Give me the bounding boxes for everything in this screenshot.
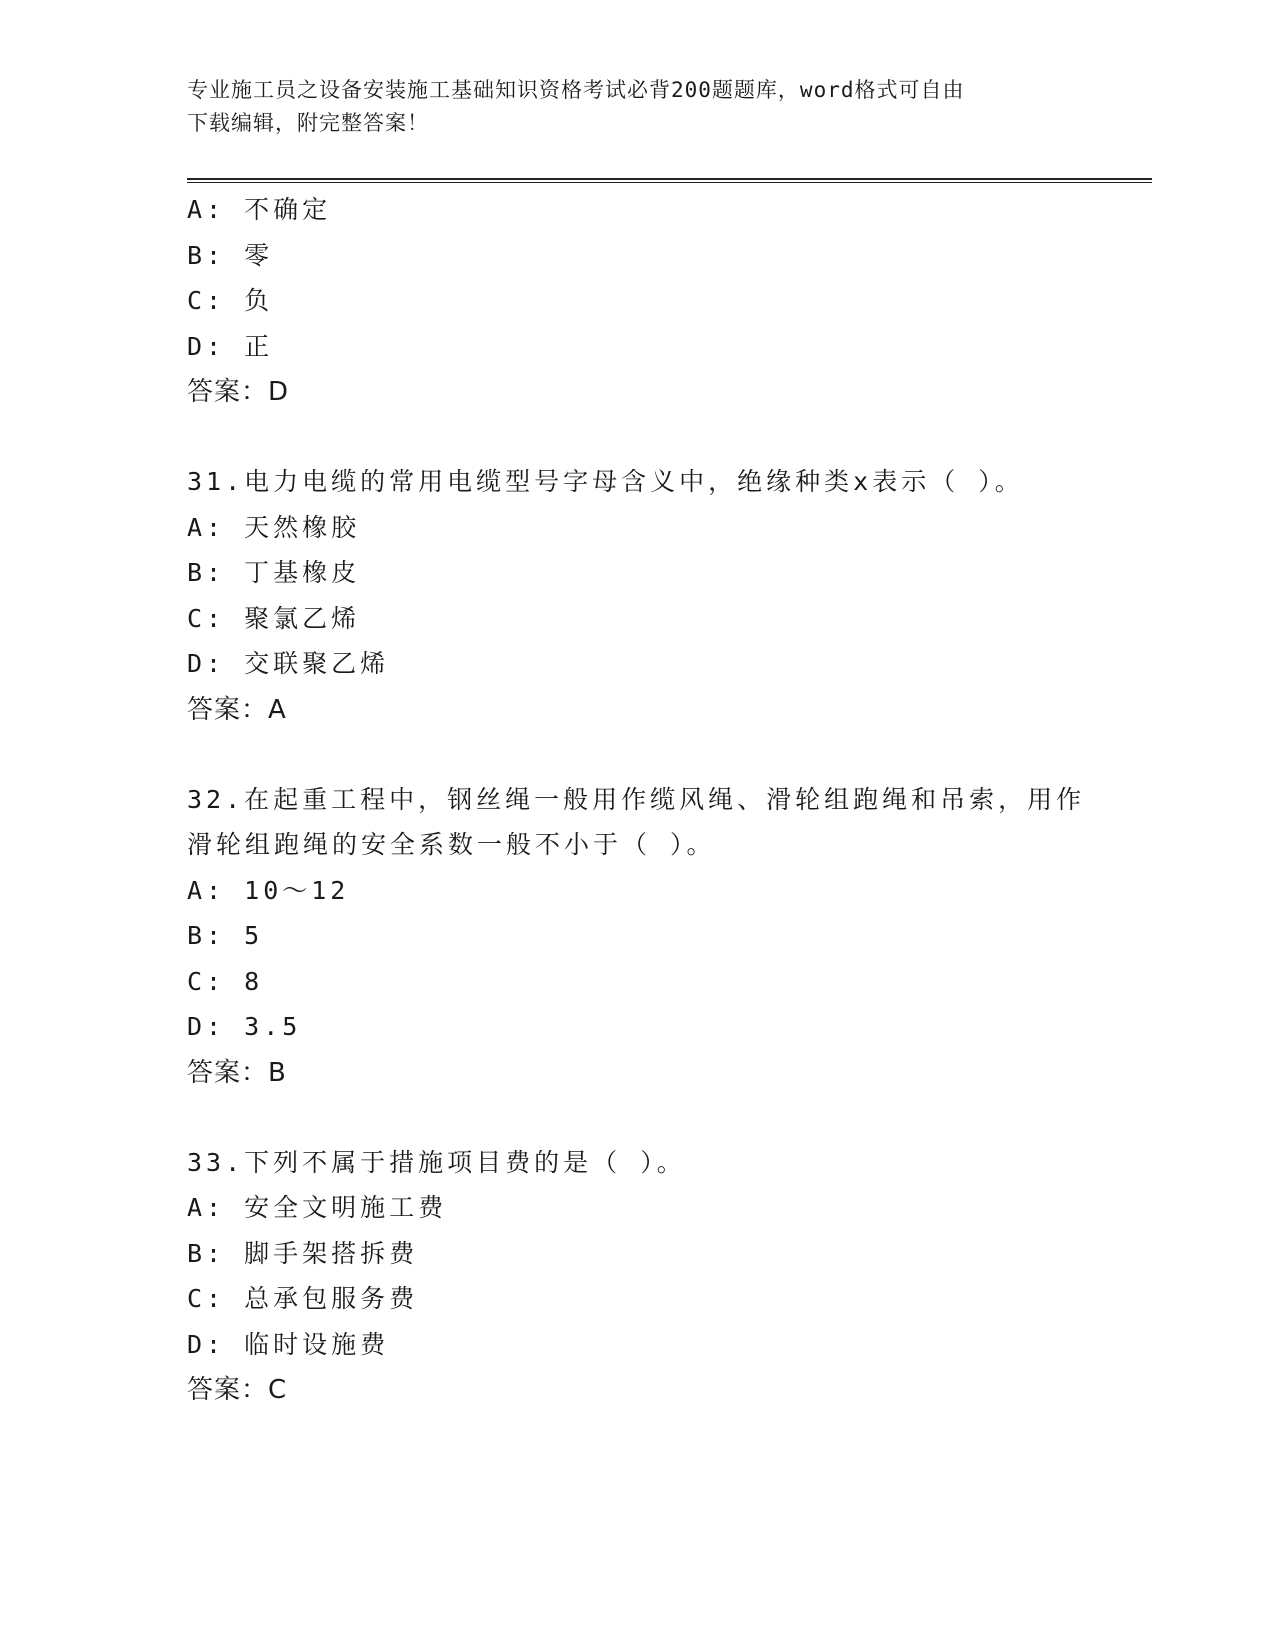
answer: 答案：D [187, 377, 290, 407]
option-a: A: 安全文明施工费 [187, 1193, 448, 1222]
question-31 [187, 459, 1152, 733]
option-a: A: 天然橡胶 [187, 512, 361, 542]
answer: 答案：C [187, 1375, 288, 1405]
option-d: D: 交联聚乙烯 [187, 649, 390, 678]
question-text-line-2: 滑轮组跑绳的安全系数一般不小于（ ）。 [187, 830, 716, 859]
option-d: D: 临时设施费 [187, 1329, 390, 1359]
option-c: C: 总承包服务费 [187, 1284, 419, 1313]
answer: 答案：A [187, 694, 287, 725]
header-line-2: 下载编辑，附完整答案！ [187, 111, 429, 135]
option-b: B: 零 [187, 240, 274, 270]
option-b: B: 丁基橡皮 [187, 558, 361, 587]
document-header [187, 74, 1087, 140]
answer: 答案：B [187, 1057, 287, 1088]
option-a: A: 不确定 [187, 195, 332, 224]
option-b: B: 脚手架搭拆费 [187, 1238, 419, 1268]
question-33 [187, 1140, 1152, 1414]
question-text: 31.电力电缆的常用电缆型号字母含义中，绝缘种类x表示（ ）。 [187, 467, 1024, 496]
option-b: B: 5 [187, 921, 264, 950]
option-c: C: 8 [187, 966, 264, 996]
option-d: D: 3.5 [187, 1012, 302, 1041]
question-list [187, 187, 1152, 1413]
header-divider [187, 178, 1152, 183]
option-a: A: 10～12 [187, 875, 350, 905]
question-text-line-1: 32.在起重工程中，钢丝绳一般用作缆风绳、滑轮组跑绳和吊索，用作 [187, 784, 1086, 814]
option-d: D: 正 [187, 331, 274, 361]
question-text: 33.下列不属于措施项目费的是（ ）。 [187, 1147, 686, 1177]
option-c: C: 负 [187, 286, 274, 315]
question-32 [187, 777, 1152, 1096]
question-30 [187, 187, 1152, 415]
option-c: C: 聚氯乙烯 [187, 603, 361, 633]
header-line-1: 专业施工员之设备安装施工基础知识资格考试必背200题题库，word格式可自由 [187, 78, 965, 102]
